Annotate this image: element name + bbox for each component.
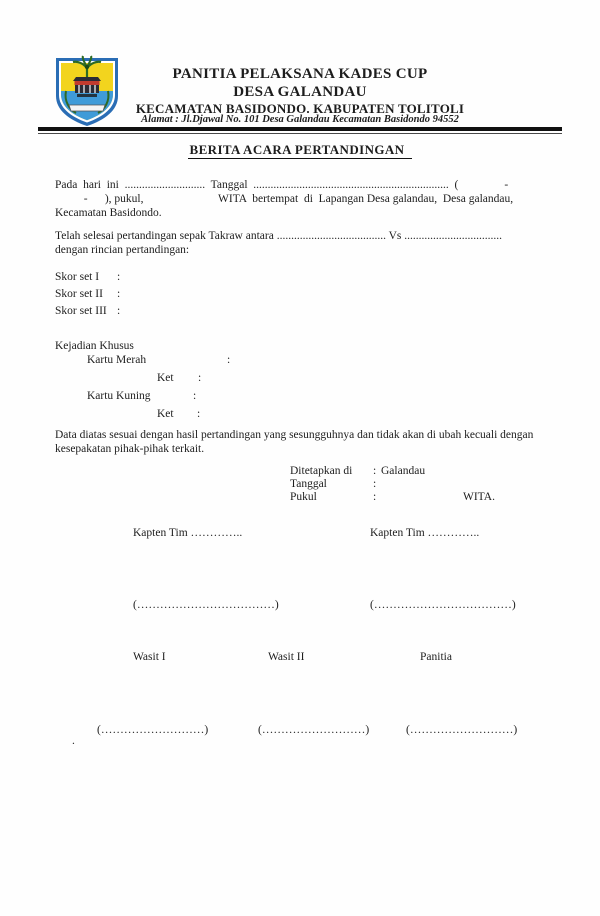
score-set2-colon: :	[117, 288, 121, 300]
red-card-ket-label: Ket	[157, 372, 174, 384]
issued-place-value: Galandau	[381, 465, 426, 477]
title-row	[0, 141, 600, 159]
org-name-line2: DESA GALANDAU	[233, 84, 367, 100]
score-set1-colon: :	[117, 271, 121, 283]
issued-date-label: Tanggal	[290, 478, 327, 490]
red-card-label: Kartu Merah	[87, 354, 147, 366]
org-name-line1: PANITIA PELAKSANA KADES CUP	[172, 66, 428, 82]
captain-right-name-line: (………………………………)	[370, 599, 516, 611]
issued-place-colon: :	[373, 465, 377, 477]
letterhead-divider-thin	[38, 133, 562, 134]
incidents-heading: Kejadian Khusus	[55, 340, 134, 352]
match-line-2: dengan rincian pertandingan:	[55, 244, 190, 256]
closing-line-2: kesepakatan pihak-pihak terkait.	[55, 443, 205, 455]
wasit1-label: Wasit I	[133, 651, 166, 663]
score-set1-label: Skor set I	[55, 271, 100, 283]
captain-right-label: Kapten Tim …………..	[370, 527, 480, 539]
red-card-ket-colon: :	[198, 372, 202, 384]
issued-time-label: Pukul	[290, 491, 317, 503]
panitia-name-line: (………………………)	[406, 724, 518, 736]
wasit2-label: Wasit II	[268, 651, 305, 663]
yellow-card-ket-label: Ket	[157, 408, 174, 420]
red-card-colon: :	[227, 354, 231, 366]
wasit1-name-line: (………………………)	[97, 724, 209, 736]
intro-line-1: Pada hari ini ............................ Tanggal .................................................................... ( -	[55, 179, 509, 191]
stray-mark: .	[72, 735, 75, 747]
panitia-label: Panitia	[420, 651, 452, 663]
score-set3-label: Skor set III	[55, 305, 107, 317]
document-title: BERITA ACARA PERTANDINGAN	[188, 142, 413, 159]
closing-line-1: Data diatas sesuai dengan hasil pertandingan yang sesungguhnya dan tidak akan di ubah kecuali dengan	[55, 429, 534, 441]
org-address: Alamat : Jl.Djawal No. 101 Desa Galandau Kecamatan Basidondo 94552	[141, 114, 459, 125]
captain-left-name-line: (………………………………)	[133, 599, 279, 611]
org-name-line3: KECAMATAN BASIDONDO. KABUPATEN TOLITOLI	[135, 101, 465, 116]
issued-time-colon: :	[373, 491, 377, 503]
intro-line-2: - ), pukul, WITA bertempat di Lapangan Desa galandau, Desa galandau,	[55, 193, 514, 205]
issued-time-value: WITA.	[463, 491, 495, 503]
intro-line-3: Kecamatan Basidondo.	[55, 207, 162, 219]
wasit2-name-line: (………………………)	[258, 724, 370, 736]
score-set2-label: Skor set II	[55, 288, 103, 300]
yellow-card-colon: :	[193, 390, 197, 402]
issued-place-label: Ditetapkan di	[290, 465, 353, 477]
score-set3-colon: :	[117, 305, 121, 317]
match-line-1: Telah selesai pertandingan sepak Takraw antara ...................................... Vs ..................................	[55, 230, 503, 242]
yellow-card-label: Kartu Kuning	[87, 390, 151, 402]
letterhead-divider-thick	[38, 127, 562, 131]
captain-left-label: Kapten Tim …………..	[133, 527, 243, 539]
yellow-card-ket-colon: :	[197, 408, 201, 420]
issued-date-colon: :	[373, 478, 377, 490]
